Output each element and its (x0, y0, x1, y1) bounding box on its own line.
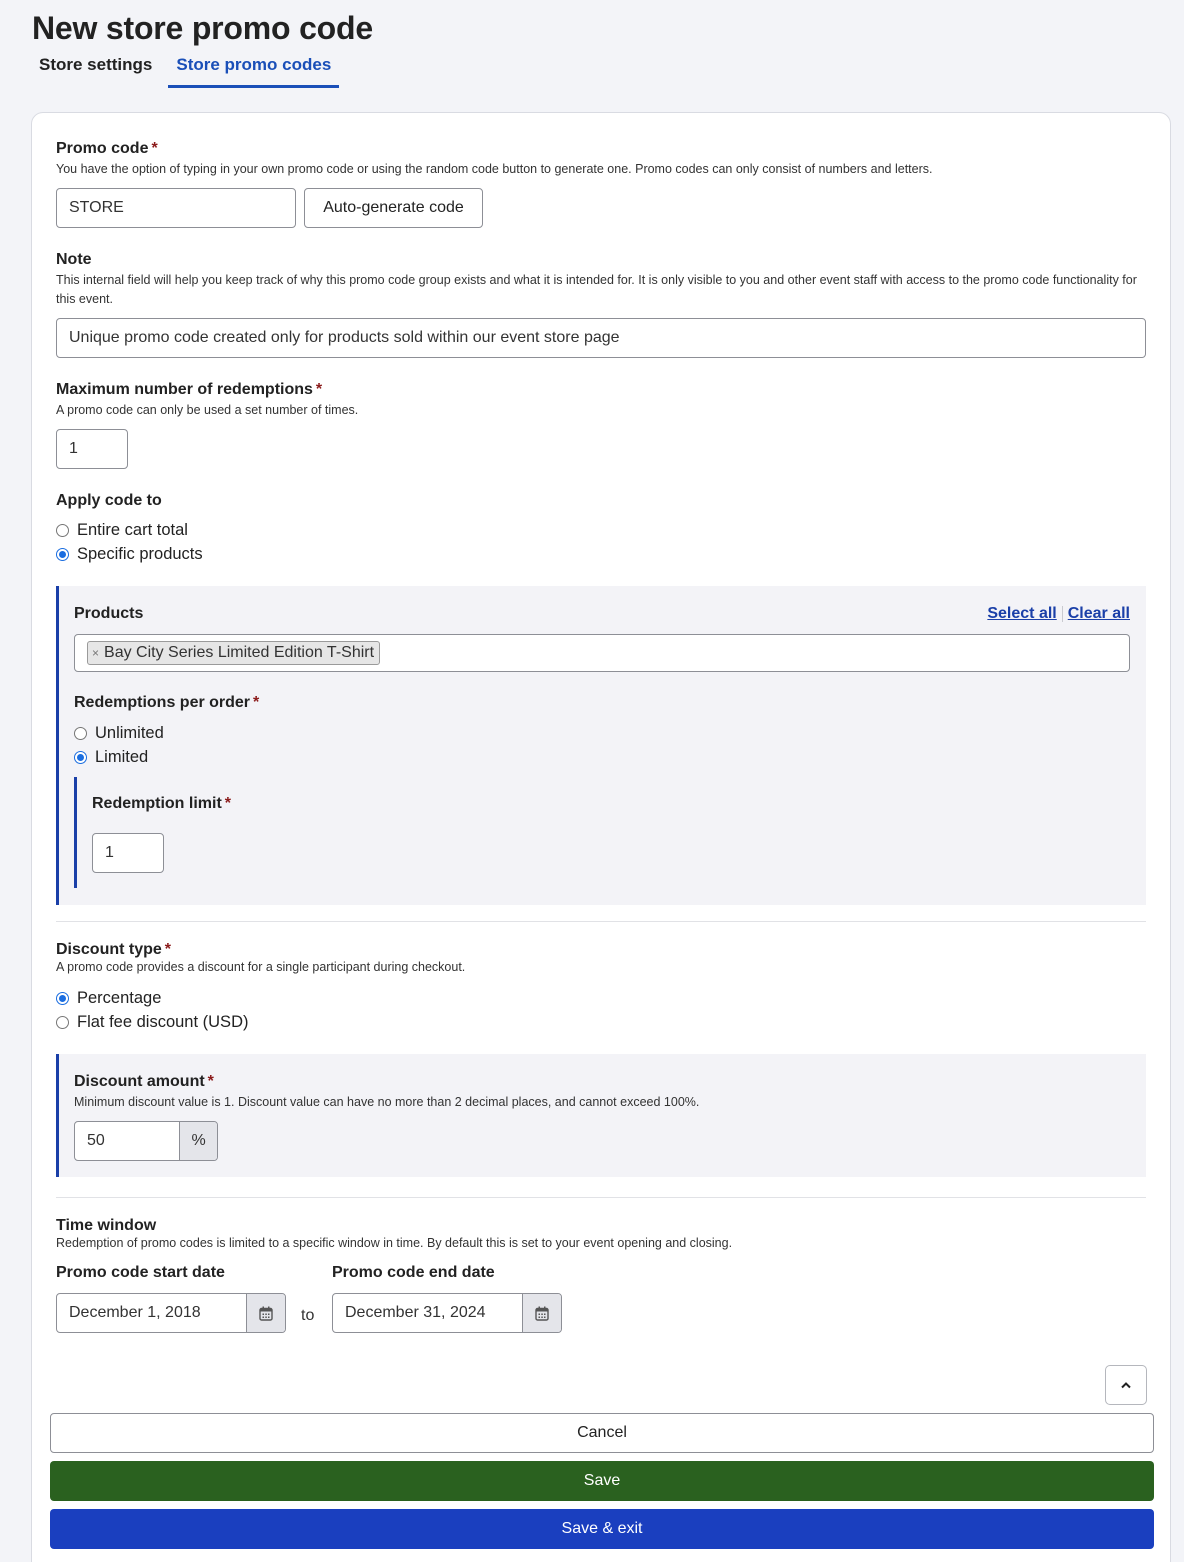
discount-percentage-option[interactable] (56, 986, 161, 1010)
discount-amount-group (74, 1121, 218, 1161)
discount-type-help: A promo code provides a discount for a single participant during checkout. (56, 960, 466, 974)
apply-entire-cart-option[interactable] (56, 518, 188, 542)
time-window-label: Time window (56, 1217, 157, 1234)
discount-amount-label-text: Discount amount (74, 1073, 205, 1090)
tab-bar (31, 52, 347, 90)
note-help: This internal field will help you keep track of why this promo code group exists and what it is intended for. It is only visible to you and other event staff with access to the promo code functionality for this event. (56, 273, 1137, 306)
save-and-exit-button[interactable]: Save & exit (50, 1509, 1154, 1549)
redemption-limit-label-text: Redemption limit (92, 795, 222, 812)
redemptions-per-order-label-text: Redemptions per order (74, 694, 251, 711)
redemption-limit-label (92, 795, 231, 813)
redemption-limit-indent-bar (74, 777, 77, 888)
required-mark: * (207, 1073, 214, 1090)
calendar-icon[interactable] (522, 1294, 561, 1332)
auto-generate-code-button[interactable]: Auto-generate code (304, 188, 483, 228)
note-label: Note (56, 251, 92, 268)
discount-type-label (56, 941, 171, 959)
promo-code-label (56, 140, 158, 158)
products-multiselect[interactable] (74, 634, 1130, 672)
required-mark: * (151, 140, 158, 157)
cancel-button[interactable]: Cancel (50, 1413, 1154, 1453)
required-mark: * (164, 941, 172, 958)
promo-code-label-text: Promo code (56, 140, 149, 157)
discount-amount-panel (56, 1054, 1146, 1177)
start-date-label: Promo code start date (56, 1264, 225, 1281)
max-redemptions-label-text: Maximum number of redemptions (56, 381, 313, 398)
products-label: Products (74, 605, 144, 622)
product-chip (87, 641, 380, 665)
radio-entire-cart[interactable] (56, 524, 69, 537)
max-redemptions-label (56, 381, 322, 399)
promo-code-input[interactable]: STORE (56, 188, 296, 228)
radio-label: Unlimited (95, 723, 164, 742)
tab-store-settings[interactable]: Store settings (39, 55, 153, 74)
products-actions (987, 605, 1130, 623)
discount-amount-input[interactable]: 50 (87, 1132, 105, 1149)
radio-limited[interactable] (74, 751, 87, 764)
note-input[interactable]: Unique promo code created only for products sold within our event store page (56, 318, 1146, 358)
time-window-help: Redemption of promo codes is limited to a specific window in time. By default this is set to your event opening and closing. (56, 1236, 733, 1250)
clear-all-link[interactable]: Clear all (1067, 605, 1130, 622)
radio-percentage[interactable] (56, 992, 69, 1005)
redemptions-unlimited-option[interactable] (74, 721, 164, 745)
discount-amount-help: Minimum discount value is 1. Discount value can have no more than 2 decimal places, and cannot exceed 100%. (74, 1095, 700, 1109)
max-redemptions-input[interactable]: 1 (56, 429, 128, 469)
redemptions-limited-option[interactable] (74, 745, 148, 769)
radio-flat-fee[interactable] (56, 1016, 69, 1029)
apply-code-to-label: Apply code to (56, 492, 162, 509)
end-date-label: Promo code end date (332, 1264, 495, 1281)
radio-label: Percentage (77, 988, 162, 1007)
radio-specific-products[interactable] (56, 548, 69, 561)
product-chip-label: Bay City Series Limited Edition T-Shirt (104, 644, 375, 661)
percent-addon: % (179, 1122, 217, 1160)
promo-form-card (31, 112, 1171, 1562)
calendar-icon[interactable] (246, 1294, 285, 1332)
chevron-up-icon (1120, 1381, 1132, 1389)
radio-label: Specific products (77, 544, 203, 563)
remove-chip-icon[interactable]: × (92, 646, 100, 660)
max-redemptions-help: A promo code can only be used a set number of times. (56, 403, 359, 417)
section-divider (56, 1197, 1146, 1198)
tab-store-promo-codes[interactable]: Store promo codes (168, 52, 339, 88)
specific-products-panel (56, 586, 1146, 905)
radio-label: Limited (95, 747, 149, 766)
required-mark: * (253, 694, 260, 711)
select-all-link[interactable]: Select all (987, 605, 1057, 622)
radio-label: Flat fee discount (USD) (77, 1012, 249, 1031)
radio-label: Entire cart total (77, 520, 188, 539)
discount-amount-label (74, 1073, 214, 1091)
page-title: New store promo code (32, 10, 373, 46)
section-divider (56, 921, 1146, 922)
discount-type-label-text: Discount type (56, 941, 162, 958)
date-range-separator: to (301, 1307, 315, 1324)
required-mark: * (224, 795, 232, 812)
end-date-field (332, 1293, 562, 1333)
promo-code-help: You have the option of typing in your own promo code or using the random code button to generate one. Promo codes can only consist of numbers and letters. (56, 162, 933, 176)
redemption-limit-input[interactable]: 1 (92, 833, 164, 873)
apply-specific-products-option[interactable] (56, 542, 203, 566)
end-date-input[interactable]: December 31, 2024 (345, 1304, 486, 1321)
link-divider (1062, 606, 1063, 622)
start-date-input[interactable]: December 1, 2018 (69, 1304, 201, 1321)
scroll-to-top-button[interactable] (1105, 1365, 1147, 1405)
redemptions-per-order-label (74, 694, 259, 712)
start-date-field (56, 1293, 286, 1333)
discount-flat-fee-option[interactable] (56, 1010, 248, 1034)
save-button[interactable]: Save (50, 1461, 1154, 1501)
required-mark: * (315, 381, 323, 398)
radio-unlimited[interactable] (74, 727, 87, 740)
